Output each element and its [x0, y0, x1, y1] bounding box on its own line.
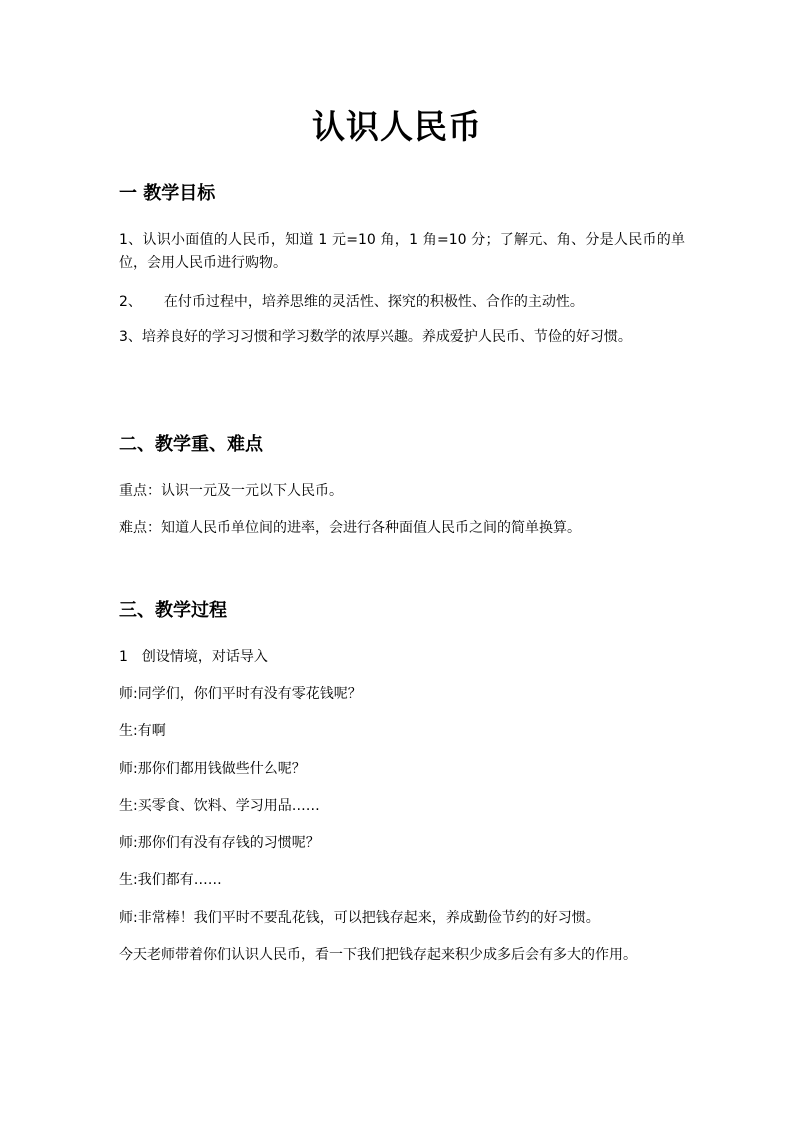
objective-item-2	[119, 291, 584, 314]
objective-item-2-number: 2、	[119, 294, 142, 310]
dialogue-line: 师:非常棒！我们平时不要乱花钱，可以把钱存起来，养成勤俭节约的好习惯。	[119, 910, 600, 926]
process-step-1-number: 1	[119, 649, 128, 665]
difficult-point-item: 难点：知道人民币单位间的进率，会进行各种面值人民币之间的简单换算。	[119, 520, 581, 536]
document-title: 认识人民币	[312, 107, 482, 146]
objective-item-1: 1、认识小面值的人民币，知道 1 元=10 角，1 角=10 分；了解元、角、分是人民币的单位，会用人民币进行购物。	[119, 232, 685, 271]
dialogue-line: 生:买零食、饮料、学习用品……	[119, 798, 320, 814]
section-heading-objectives: 一 教学目标	[119, 183, 216, 204]
objective-item-2-text: 在付币过程中，培养思维的灵活性、探究的积极性、合作的主动性。	[163, 294, 584, 310]
dialogue-line: 师:同学们，你们平时有没有零花钱呢？	[119, 686, 362, 702]
dialogue-line: 师:那你们有没有存钱的习惯呢？	[119, 835, 320, 851]
dialogue-line: 生:我们都有……	[119, 872, 222, 888]
key-point-item: 重点：认识一元及一元以下人民币。	[119, 483, 343, 499]
dialogue-line: 生:有啊	[119, 723, 166, 739]
closing-paragraph: 今天老师带着你们认识人民币，看一下我们把钱存起来积少成多后会有多大的作用。	[119, 947, 637, 963]
process-step-1-text: 创设情境，对话导入	[141, 649, 268, 665]
section-heading-process: 三、教学过程	[119, 600, 227, 621]
dialogue-line: 师:那你们都用钱做些什么呢？	[119, 761, 306, 777]
process-step-1	[119, 646, 268, 669]
section-heading-key-points: 二、教学重、难点	[119, 434, 263, 455]
objective-item-3: 3、培养良好的学习习惯和学习数学的浓厚兴趣。养成爱护人民币、节俭的好习惯。	[119, 329, 632, 345]
